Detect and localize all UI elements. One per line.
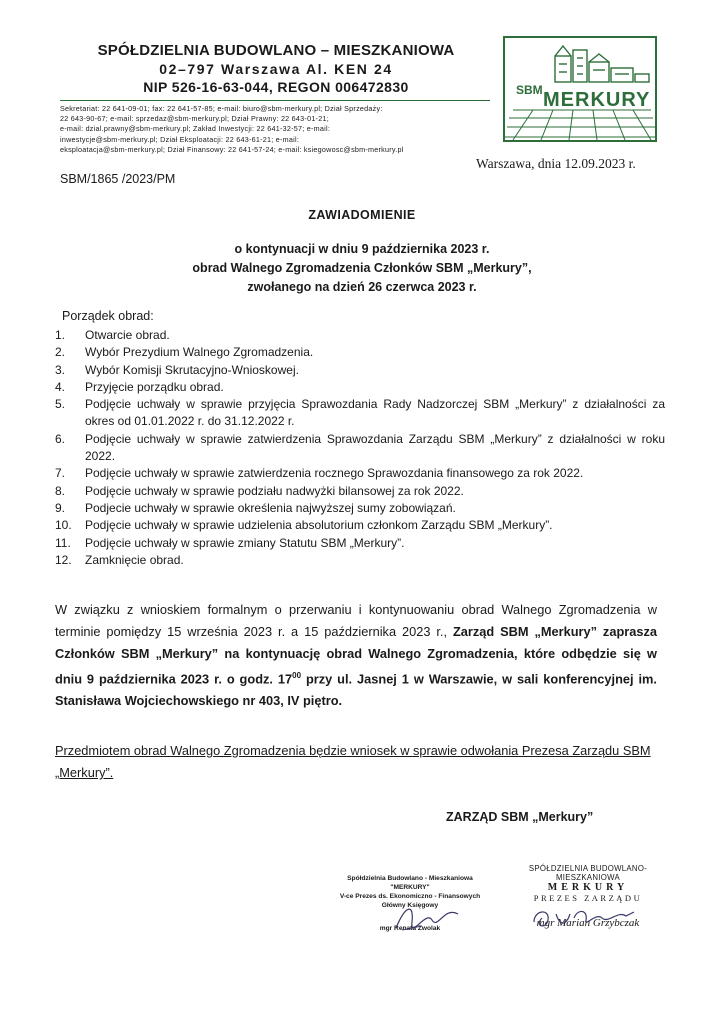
body-text: W związku z wnioskiem formalnym o przerwaniu i kontynuowaniu obrad Walnego Zgromadzenia w terminie pomiędzy 15 września 2023 r. a 15 października 2023 r., [55,602,657,639]
agenda-item-text: Przyjęcie porządku obrad. [85,379,224,394]
agenda-item-number: 9. [55,500,66,515]
contact-line: 22 643-90-67; e-mail: sprzedaz@sbm-merkury.pl; Dział Prawny: 22 643-01-21; [60,114,329,124]
stamp-name: mgr Renata Zwolak [379,925,441,932]
agenda-item-number: 1. [55,328,66,342]
agenda-item-text: Podjecie uchwały w sprawie określenia najwyższej sumy zobowiązań. [85,500,456,515]
agenda-item [55,552,665,569]
agenda-item-number: 11. [55,535,71,550]
agenda-item-number: 7. [55,466,66,481]
agenda-item-text: Podjęcie uchwały w sprawie zatwierdzenia Sprawozdania Zarządu SBM „Merkury” z działalności w roku 2022. [85,431,665,464]
stamp-role: PREZES ZARZĄDU [533,893,643,903]
agenda-item [55,362,665,379]
agenda-item-number: 8. [55,483,66,498]
document-title: ZAWIADOMIENIE [308,208,416,222]
subtitle-line: zwołanego na dzień 26 czerwca 2023 r. [247,280,477,294]
agenda-item-number: 12. [55,552,72,567]
signature-right [530,904,640,934]
body-location: przy ul. Jasnej 1 w Warszawie, w sali konferencyjnej im. Stanisława Wojciechowskiego nr 403, IV piętro. [55,671,657,709]
agenda-item [55,327,665,344]
agenda-item-text: Wybór Prezydium Walnego Zgromadzenia. [85,345,314,360]
contact-line: e-mail: dzial.prawny@sbm-merkury.pl; Zakład Inwestycji: 22 641-32-57; e-mail: [60,124,331,134]
logo-big-text: MERKURY [543,89,651,111]
agenda-item-text: Podjęcie uchwały w sprawie zmiany Statutu SBM „Merkury”. [85,535,405,550]
subject-note: Przedmiotem obrad Walnego Zgromadzenia będzie wniosek w sprawie odwołania Prezesa Zarządu SBM „Merkury”. [55,743,651,780]
subtitle-line: o kontynuacji w dniu 9 października 2023 r. [234,242,490,256]
contact-line: eksploatacja@sbm-merkury.pl; Dział Finansowy: 22 641-57-24; e-mail: ksiegowosc@sbm-merkury.pl [60,144,404,154]
agenda-item [55,500,665,517]
agenda-item-text: Wybór Komisji Skrutacyjno-Wnioskowej. [85,362,299,377]
time-minutes: 00 [292,671,302,680]
stamp-line: Spółdzielnia Budowlano - Mieszkaniowa [347,875,473,882]
subtitle-line: obrad Walnego Zgromadzenia Członków SBM „Merkury”, [192,261,532,275]
body-invitation: Zarząd SBM „Merkury” zaprasza Członków SBM „Merkury” na kontynuację obrad Walnego Zgromadzenia, które odbędzie się w dniu 9 października 2023 r. o godz. 17 [55,624,657,687]
header-divider [60,100,490,101]
agenda-item-text: Podjęcie uchwały w sprawie udzielenia absolutorium członkom Zarządu SBM „Merkury”. [85,518,553,533]
body-paragraph [55,599,657,712]
stamp-line: V-ce Prezes ds. Ekonomiczno - Finansowych [339,893,481,900]
agenda-item [55,344,665,361]
agenda-item-number: 4. [55,379,66,394]
agenda-item-text: Podjęcie uchwały w sprawie zatwierdzenia rocznego Sprawozdania finansowego za rok 2022. [85,466,584,481]
agenda-item [55,396,665,431]
agenda-item-number: 6. [55,431,66,446]
org-address: 02–797 Warszawa Al. KEN 24 [159,61,393,77]
stamp-person: mgr Marian Grzybczak [536,917,640,929]
board-signoff: ZARZĄD SBM „Merkury” [446,810,594,824]
agenda-item-text: Zamknięcie obrad. [85,552,184,567]
reference-number: SBM/1865 /2023/PM [60,172,176,186]
agenda-item [55,483,665,500]
place-date: Warszawa, dnia 12.09.2023 r. [476,156,636,171]
agenda-item-text: Otwarcie obrad. [85,328,170,342]
stamp-line: Główny Księgowy [381,902,439,909]
agenda-item [55,379,665,396]
agenda-item [55,535,665,552]
contact-block [60,104,500,155]
logo-small-text: SBM [516,83,543,97]
agenda-item [55,465,665,482]
agenda-list [55,327,665,569]
contact-line: inwestycje@sbm-merkury.pl; Dział Eksploatacji: 22 643-61-21; e-mail: [60,134,300,144]
agenda-item-number: 2. [55,345,66,360]
agenda-item-number: 5. [55,397,66,412]
signature-left [392,900,462,936]
stamp-org: SPÓŁDZIELNIA BUDOWLANO-MIESZKANIOWA [528,864,648,882]
agenda-heading: Porządek obrad: [62,309,154,323]
merkury-logo [503,36,657,142]
stamp-line: "MERKURY" [390,884,430,891]
org-name: SPÓŁDZIELNIA BUDOWLANO – MIESZKANIOWA [97,42,455,59]
agenda-item-text: Podjęcie uchwały w sprawie przyjęcia Sprawozdania Rady Nadzorczej SBM „Merkury” z działalności za okres od 01.01.2022 r. do 31.12.2022 r. [85,397,665,429]
stamp-name-merkury: MERKURY [547,882,629,893]
agenda-item [55,431,665,466]
agenda-item-text: Podjęcie uchwały w sprawie podziału nadwyżki bilansowej za rok 2022. [85,483,464,498]
org-ids: NIP 526-16-63-044, REGON 006472830 [143,79,409,95]
contact-line: Sekretariat: 22 641-09-01; fax: 22 641-57-85; e-mail: biuro@sbm-merkury.pl; Dział Sprzedaży: [60,104,383,113]
agenda-item-number: 3. [55,362,66,377]
agenda-item [55,517,665,534]
agenda-item-number: 10. [55,518,72,533]
